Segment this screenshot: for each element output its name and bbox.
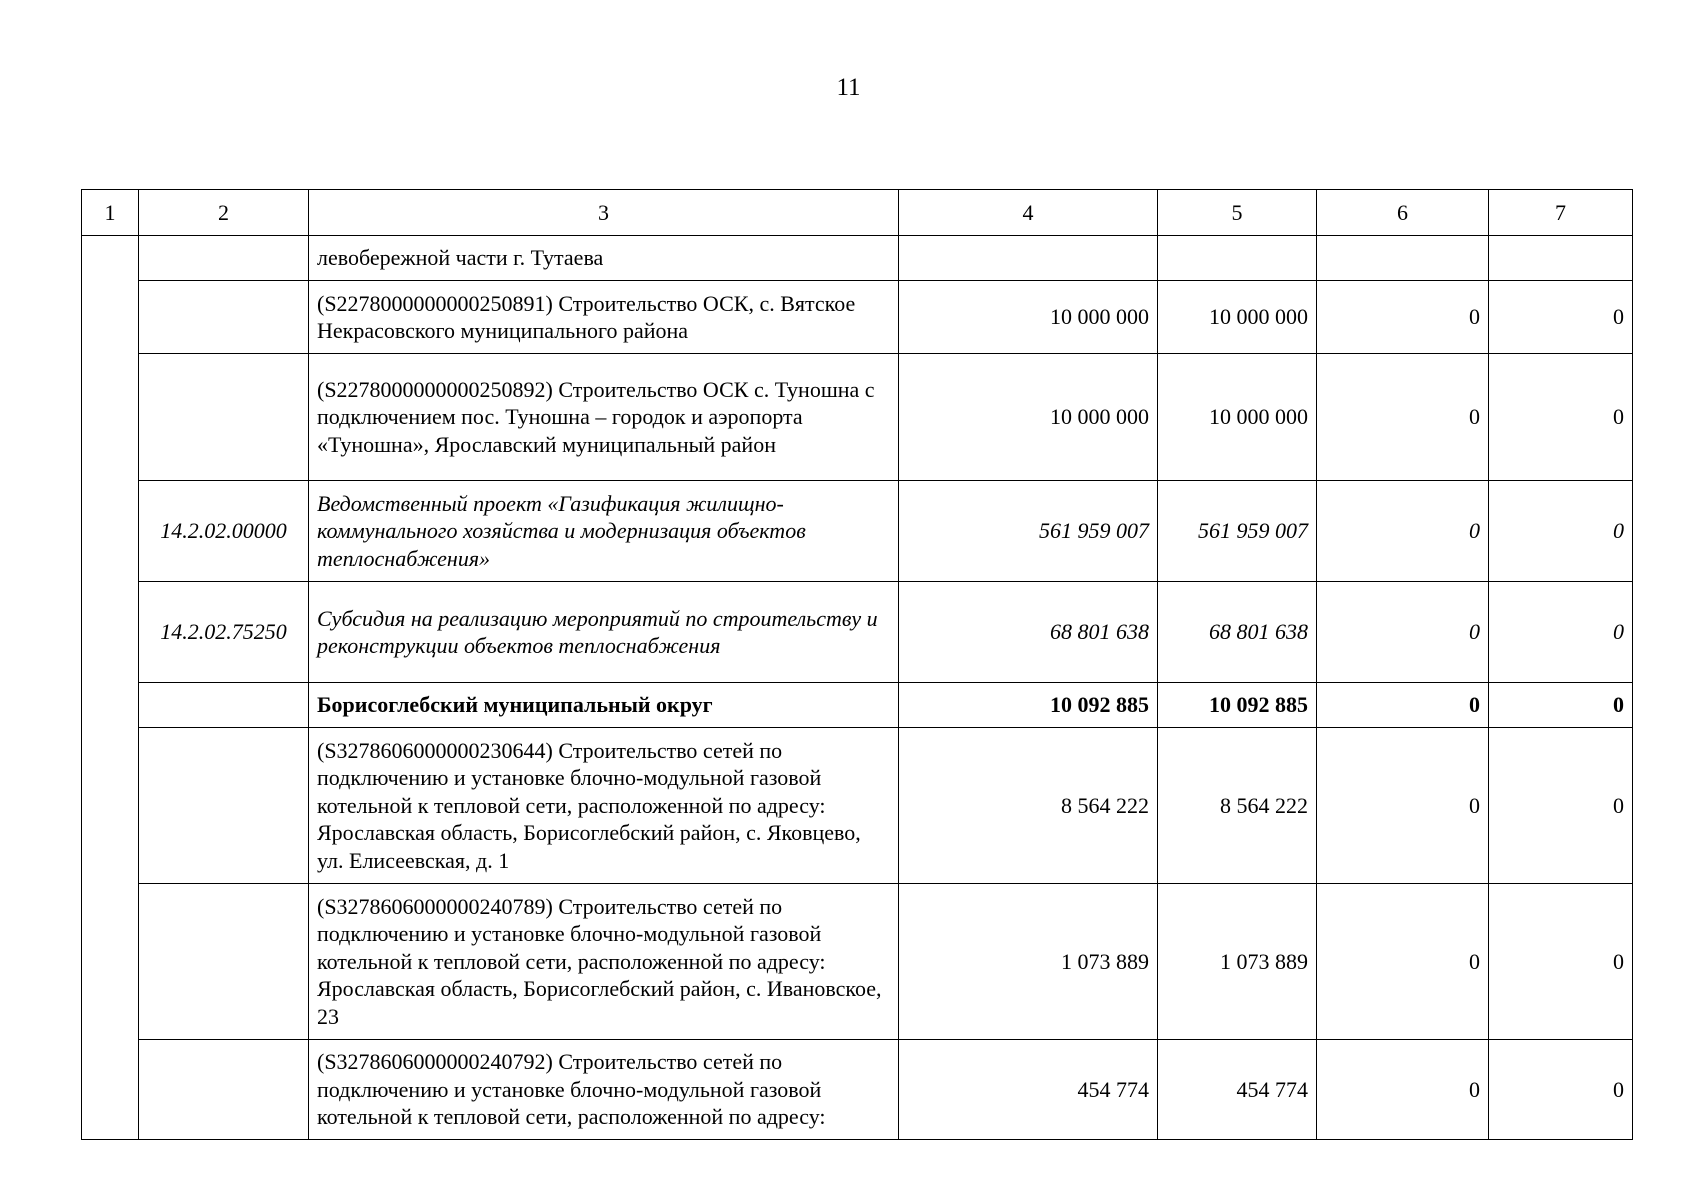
row-number-cell [82, 236, 139, 1140]
amount-cell: 10 092 885 [1158, 683, 1317, 728]
amount-cell: 454 774 [899, 1040, 1158, 1140]
table-row [82, 481, 1633, 582]
name-cell: Ведомственный проект «Газификация жилищно-коммунального хозяйства и модернизация объектов теплоснабжения» [309, 481, 899, 582]
amount-cell: 0 [1489, 884, 1633, 1040]
column-number-2: 2 [139, 190, 309, 236]
amount-cell: 0 [1317, 481, 1489, 582]
amount-cell: 0 [1317, 281, 1489, 354]
code-cell [139, 728, 309, 884]
amount-cell [1317, 236, 1489, 281]
name-cell: (S3278606000000240789) Строительство сетей по подключению и установке блочно-модульной газовой котельной к тепловой сети, расположенной по адресу: Ярославская область, Борисоглебский район, с. Ивановское, 23 [309, 884, 899, 1040]
amount-cell: 0 [1489, 728, 1633, 884]
amount-cell: 10 000 000 [1158, 354, 1317, 481]
amount-cell: 10 000 000 [899, 354, 1158, 481]
amount-cell: 10 000 000 [1158, 281, 1317, 354]
column-number-3: 3 [309, 190, 899, 236]
page-number: 11 [836, 74, 861, 101]
code-cell [139, 884, 309, 1040]
amount-cell: 10 092 885 [899, 683, 1158, 728]
column-number-4: 4 [899, 190, 1158, 236]
amount-cell: 0 [1317, 683, 1489, 728]
name-cell: (S3278606000000230644) Строительство сетей по подключению и установке блочно-модульной газовой котельной к тепловой сети, расположенной по адресу: Ярославская область, Борисоглебский район, с. Яковцево, ул. Елисеевская, д. 1 [309, 728, 899, 884]
table-row [82, 728, 1633, 884]
amount-cell: 0 [1317, 884, 1489, 1040]
column-number-6: 6 [1317, 190, 1489, 236]
amount-cell: 68 801 638 [1158, 582, 1317, 683]
name-cell: Субсидия на реализацию мероприятий по строительству и реконструкции объектов теплоснабжения [309, 582, 899, 683]
table-row [82, 1040, 1633, 1140]
name-cell: (S2278000000000250892) Строительство ОСК с. Туношна с подключением пос. Туношна – городок и аэропорта «Туношна», Ярославский муниципальный район [309, 354, 899, 481]
name-cell: Борисоглебский муниципальный округ [309, 683, 899, 728]
amount-cell: 454 774 [1158, 1040, 1317, 1140]
name-cell: левобережной части г. Тутаева [309, 236, 899, 281]
amount-cell: 0 [1489, 683, 1633, 728]
code-cell [139, 281, 309, 354]
amount-cell: 0 [1489, 354, 1633, 481]
amount-cell: 10 000 000 [899, 281, 1158, 354]
amount-cell: 0 [1489, 281, 1633, 354]
amount-cell: 0 [1489, 582, 1633, 683]
amount-cell: 8 564 222 [899, 728, 1158, 884]
amount-cell [899, 236, 1158, 281]
amount-cell: 0 [1317, 582, 1489, 683]
amount-cell: 0 [1317, 728, 1489, 884]
amount-cell: 1 073 889 [1158, 884, 1317, 1040]
table-row [82, 884, 1633, 1040]
table-header-row [82, 190, 1633, 236]
amount-cell: 0 [1317, 354, 1489, 481]
column-number-1: 1 [82, 190, 139, 236]
code-cell [139, 683, 309, 728]
column-number-5: 5 [1158, 190, 1317, 236]
amount-cell: 0 [1489, 1040, 1633, 1140]
amount-cell: 0 [1317, 1040, 1489, 1140]
code-cell [139, 1040, 309, 1140]
code-cell: 14.2.02.75250 [139, 582, 309, 683]
table-row [82, 236, 1633, 281]
amount-cell: 1 073 889 [899, 884, 1158, 1040]
amount-cell: 68 801 638 [899, 582, 1158, 683]
table-row [82, 582, 1633, 683]
name-cell: (S2278000000000250891) Строительство ОСК, с. Вятское Некрасовского муниципального района [309, 281, 899, 354]
table-row [82, 281, 1633, 354]
column-number-7: 7 [1489, 190, 1633, 236]
amount-cell: 561 959 007 [899, 481, 1158, 582]
amount-cell: 0 [1489, 481, 1633, 582]
table-row [82, 683, 1633, 728]
name-cell: (S3278606000000240792) Строительство сетей по подключению и установке блочно-модульной газовой котельной к тепловой сети, расположенной по адресу: [309, 1040, 899, 1140]
code-cell [139, 236, 309, 281]
amount-cell [1489, 236, 1633, 281]
amount-cell: 561 959 007 [1158, 481, 1317, 582]
budget-table [81, 189, 1633, 1140]
code-cell: 14.2.02.00000 [139, 481, 309, 582]
table-row [82, 354, 1633, 481]
code-cell [139, 354, 309, 481]
amount-cell: 8 564 222 [1158, 728, 1317, 884]
amount-cell [1158, 236, 1317, 281]
